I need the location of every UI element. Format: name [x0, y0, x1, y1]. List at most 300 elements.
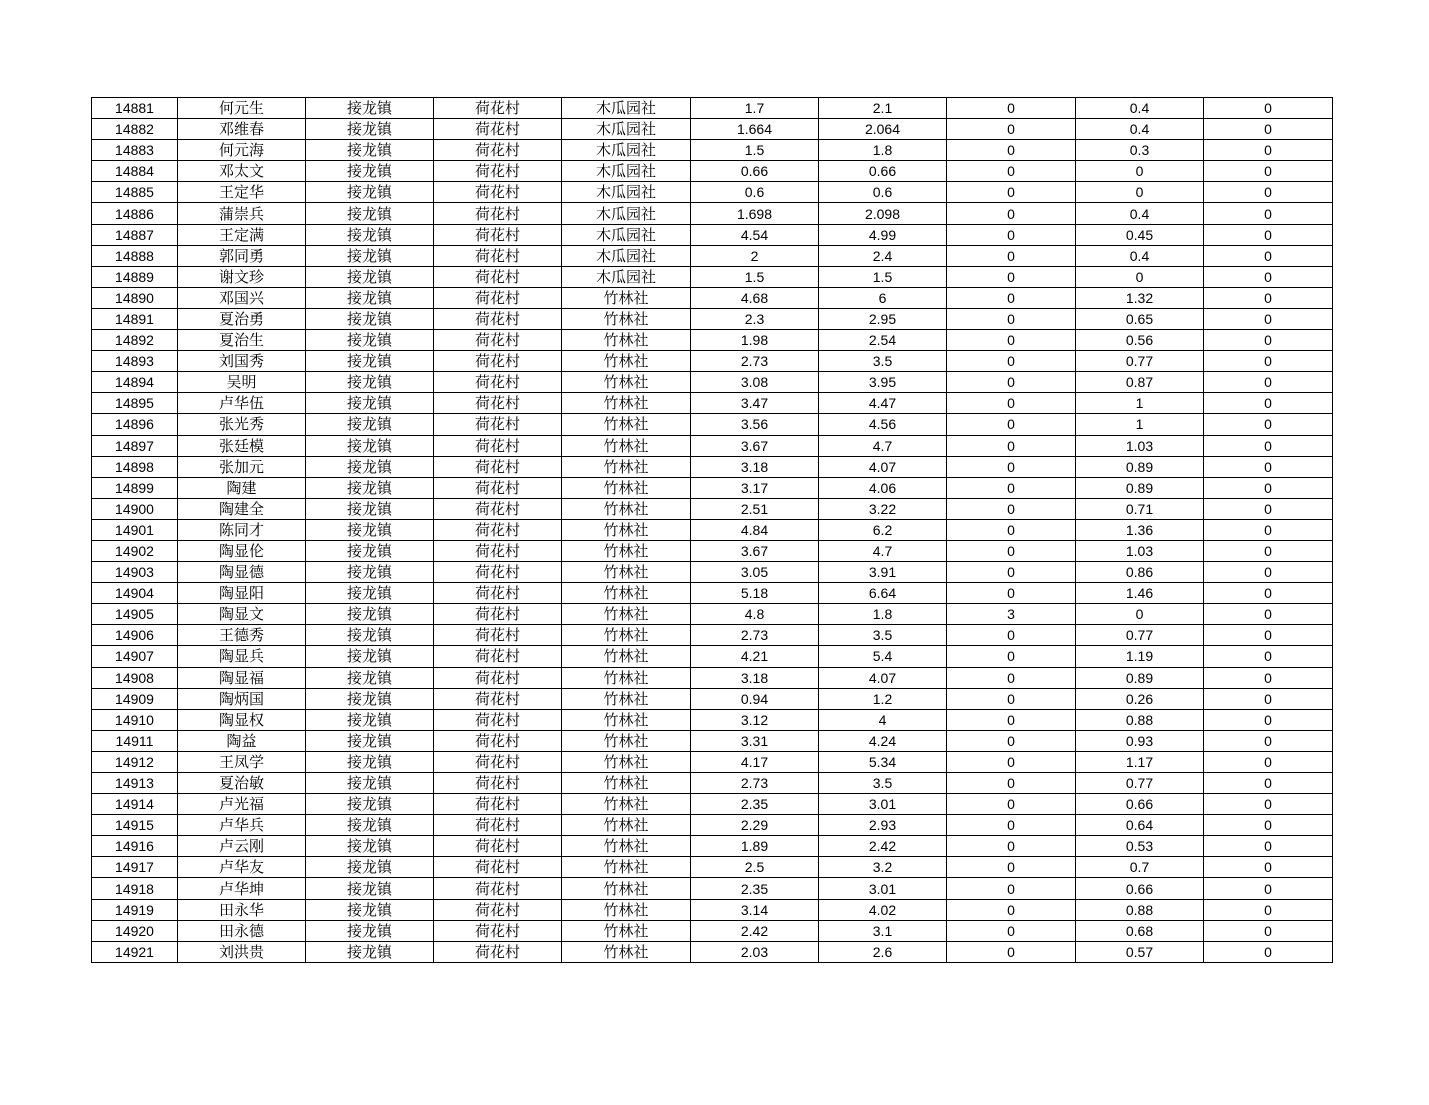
name-cell: 张加元: [178, 456, 306, 477]
town-cell: 接龙镇: [306, 730, 434, 751]
value-cell-4: 0.4: [1076, 119, 1204, 140]
value-cell-3: 0: [947, 920, 1076, 941]
value-cell-1: 2: [691, 245, 819, 266]
village-cell: 荷花村: [434, 794, 562, 815]
id-cell: 14914: [92, 794, 178, 815]
table-row: [92, 119, 1333, 140]
value-cell-2: 4.24: [819, 730, 947, 751]
value-cell-5: 0: [1204, 920, 1333, 941]
group-cell: 竹林社: [562, 899, 691, 920]
value-cell-3: 0: [947, 751, 1076, 772]
name-cell: 王凤学: [178, 751, 306, 772]
value-cell-1: 3.18: [691, 456, 819, 477]
value-cell-4: 0.71: [1076, 498, 1204, 519]
village-cell: 荷花村: [434, 393, 562, 414]
value-cell-3: 0: [947, 414, 1076, 435]
value-cell-2: 3.5: [819, 351, 947, 372]
village-cell: 荷花村: [434, 308, 562, 329]
name-cell: 王德秀: [178, 625, 306, 646]
table-row: [92, 562, 1333, 583]
value-cell-2: 1.8: [819, 604, 947, 625]
value-cell-3: 0: [947, 224, 1076, 245]
village-cell: 荷花村: [434, 920, 562, 941]
group-cell: 竹林社: [562, 393, 691, 414]
town-cell: 接龙镇: [306, 182, 434, 203]
value-cell-2: 1.8: [819, 140, 947, 161]
name-cell: 王定满: [178, 224, 306, 245]
value-cell-5: 0: [1204, 709, 1333, 730]
group-cell: 竹林社: [562, 836, 691, 857]
value-cell-5: 0: [1204, 266, 1333, 287]
value-cell-1: 2.35: [691, 794, 819, 815]
value-cell-1: 1.698: [691, 203, 819, 224]
table-row: [92, 519, 1333, 540]
value-cell-4: 0.4: [1076, 98, 1204, 119]
value-cell-2: 3.91: [819, 562, 947, 583]
value-cell-1: 2.73: [691, 351, 819, 372]
name-cell: 邓国兴: [178, 287, 306, 308]
id-cell: 14916: [92, 836, 178, 857]
value-cell-4: 0.89: [1076, 456, 1204, 477]
village-cell: 荷花村: [434, 773, 562, 794]
table-row: [92, 878, 1333, 899]
value-cell-4: 0.65: [1076, 308, 1204, 329]
village-cell: 荷花村: [434, 540, 562, 561]
value-cell-5: 0: [1204, 414, 1333, 435]
table-row: [92, 498, 1333, 519]
village-cell: 荷花村: [434, 98, 562, 119]
group-cell: 木瓜园社: [562, 224, 691, 245]
id-cell: 14921: [92, 941, 178, 962]
value-cell-4: 0.86: [1076, 562, 1204, 583]
group-cell: 竹林社: [562, 751, 691, 772]
value-cell-3: 0: [947, 435, 1076, 456]
value-cell-4: 0: [1076, 604, 1204, 625]
value-cell-2: 5.4: [819, 646, 947, 667]
village-cell: 荷花村: [434, 751, 562, 772]
value-cell-1: 2.35: [691, 878, 819, 899]
value-cell-5: 0: [1204, 562, 1333, 583]
name-cell: 何元海: [178, 140, 306, 161]
id-cell: 14892: [92, 330, 178, 351]
value-cell-5: 0: [1204, 878, 1333, 899]
value-cell-4: 0.26: [1076, 688, 1204, 709]
value-cell-2: 4.07: [819, 456, 947, 477]
value-cell-2: 2.6: [819, 941, 947, 962]
group-cell: 木瓜园社: [562, 119, 691, 140]
village-cell: 荷花村: [434, 519, 562, 540]
value-cell-2: 3.22: [819, 498, 947, 519]
village-cell: 荷花村: [434, 688, 562, 709]
name-cell: 邓太文: [178, 161, 306, 182]
village-cell: 荷花村: [434, 161, 562, 182]
value-cell-1: 4.17: [691, 751, 819, 772]
id-cell: 14882: [92, 119, 178, 140]
town-cell: 接龙镇: [306, 266, 434, 287]
value-cell-3: 0: [947, 477, 1076, 498]
id-cell: 14915: [92, 815, 178, 836]
name-cell: 陶显权: [178, 709, 306, 730]
id-cell: 14907: [92, 646, 178, 667]
value-cell-3: 0: [947, 393, 1076, 414]
value-cell-1: 2.51: [691, 498, 819, 519]
value-cell-2: 0.6: [819, 182, 947, 203]
value-cell-1: 3.17: [691, 477, 819, 498]
village-cell: 荷花村: [434, 667, 562, 688]
value-cell-1: 3.14: [691, 899, 819, 920]
table-row: [92, 203, 1333, 224]
id-cell: 14905: [92, 604, 178, 625]
value-cell-5: 0: [1204, 140, 1333, 161]
table-row: [92, 941, 1333, 962]
town-cell: 接龙镇: [306, 646, 434, 667]
town-cell: 接龙镇: [306, 815, 434, 836]
id-cell: 14890: [92, 287, 178, 308]
value-cell-3: 0: [947, 625, 1076, 646]
value-cell-1: 0.94: [691, 688, 819, 709]
name-cell: 陈同才: [178, 519, 306, 540]
value-cell-4: 1.36: [1076, 519, 1204, 540]
village-cell: 荷花村: [434, 730, 562, 751]
id-cell: 14884: [92, 161, 178, 182]
id-cell: 14901: [92, 519, 178, 540]
value-cell-3: 0: [947, 119, 1076, 140]
value-cell-3: 0: [947, 815, 1076, 836]
name-cell: 夏治勇: [178, 308, 306, 329]
value-cell-4: 0: [1076, 182, 1204, 203]
value-cell-1: 4.21: [691, 646, 819, 667]
value-cell-1: 2.29: [691, 815, 819, 836]
table-row: [92, 182, 1333, 203]
table-body: [92, 98, 1333, 963]
name-cell: 谢文珍: [178, 266, 306, 287]
id-cell: 14889: [92, 266, 178, 287]
value-cell-2: 1.5: [819, 266, 947, 287]
value-cell-1: 1.98: [691, 330, 819, 351]
value-cell-5: 0: [1204, 815, 1333, 836]
value-cell-2: 4.7: [819, 540, 947, 561]
group-cell: 木瓜园社: [562, 203, 691, 224]
value-cell-4: 0.89: [1076, 667, 1204, 688]
value-cell-3: 0: [947, 308, 1076, 329]
group-cell: 竹林社: [562, 583, 691, 604]
village-cell: 荷花村: [434, 878, 562, 899]
name-cell: 卢光福: [178, 794, 306, 815]
group-cell: 竹林社: [562, 709, 691, 730]
value-cell-2: 2.098: [819, 203, 947, 224]
group-cell: 竹林社: [562, 941, 691, 962]
value-cell-1: 2.73: [691, 773, 819, 794]
value-cell-3: 0: [947, 730, 1076, 751]
village-cell: 荷花村: [434, 562, 562, 583]
group-cell: 竹林社: [562, 498, 691, 519]
value-cell-5: 0: [1204, 688, 1333, 709]
town-cell: 接龙镇: [306, 794, 434, 815]
group-cell: 竹林社: [562, 604, 691, 625]
value-cell-1: 2.73: [691, 625, 819, 646]
name-cell: 卢华坤: [178, 878, 306, 899]
table-row: [92, 414, 1333, 435]
value-cell-4: 1: [1076, 414, 1204, 435]
value-cell-3: 0: [947, 540, 1076, 561]
value-cell-3: 0: [947, 836, 1076, 857]
name-cell: 卢华伍: [178, 393, 306, 414]
value-cell-3: 0: [947, 709, 1076, 730]
value-cell-5: 0: [1204, 899, 1333, 920]
table-row: [92, 751, 1333, 772]
table-row: [92, 245, 1333, 266]
group-cell: 竹林社: [562, 372, 691, 393]
village-cell: 荷花村: [434, 245, 562, 266]
table-row: [92, 773, 1333, 794]
value-cell-4: 1.46: [1076, 583, 1204, 604]
id-cell: 14883: [92, 140, 178, 161]
table-row: [92, 372, 1333, 393]
value-cell-2: 0.66: [819, 161, 947, 182]
id-cell: 14912: [92, 751, 178, 772]
name-cell: 邓维春: [178, 119, 306, 140]
group-cell: 竹林社: [562, 414, 691, 435]
village-cell: 荷花村: [434, 709, 562, 730]
name-cell: 张廷模: [178, 435, 306, 456]
value-cell-5: 0: [1204, 794, 1333, 815]
id-cell: 14908: [92, 667, 178, 688]
id-cell: 14881: [92, 98, 178, 119]
value-cell-4: 0: [1076, 161, 1204, 182]
town-cell: 接龙镇: [306, 878, 434, 899]
value-cell-1: 3.67: [691, 540, 819, 561]
group-cell: 竹林社: [562, 730, 691, 751]
value-cell-3: 0: [947, 266, 1076, 287]
value-cell-3: 0: [947, 161, 1076, 182]
value-cell-2: 4.99: [819, 224, 947, 245]
town-cell: 接龙镇: [306, 203, 434, 224]
value-cell-1: 0.66: [691, 161, 819, 182]
value-cell-1: 3.08: [691, 372, 819, 393]
group-cell: 木瓜园社: [562, 182, 691, 203]
id-cell: 14894: [92, 372, 178, 393]
town-cell: 接龙镇: [306, 308, 434, 329]
town-cell: 接龙镇: [306, 98, 434, 119]
table-row: [92, 583, 1333, 604]
value-cell-3: 0: [947, 245, 1076, 266]
town-cell: 接龙镇: [306, 751, 434, 772]
table-row: [92, 667, 1333, 688]
group-cell: 竹林社: [562, 688, 691, 709]
value-cell-3: 0: [947, 562, 1076, 583]
id-cell: 14917: [92, 857, 178, 878]
town-cell: 接龙镇: [306, 604, 434, 625]
table-row: [92, 308, 1333, 329]
id-cell: 14897: [92, 435, 178, 456]
value-cell-2: 3.1: [819, 920, 947, 941]
town-cell: 接龙镇: [306, 456, 434, 477]
group-cell: 竹林社: [562, 477, 691, 498]
value-cell-4: 0.7: [1076, 857, 1204, 878]
id-cell: 14885: [92, 182, 178, 203]
value-cell-5: 0: [1204, 730, 1333, 751]
value-cell-3: 0: [947, 140, 1076, 161]
value-cell-5: 0: [1204, 540, 1333, 561]
group-cell: 竹林社: [562, 794, 691, 815]
value-cell-2: 6.2: [819, 519, 947, 540]
table-row: [92, 435, 1333, 456]
table-row: [92, 98, 1333, 119]
town-cell: 接龙镇: [306, 477, 434, 498]
name-cell: 陶显福: [178, 667, 306, 688]
group-cell: 竹林社: [562, 773, 691, 794]
value-cell-5: 0: [1204, 330, 1333, 351]
value-cell-4: 0.3: [1076, 140, 1204, 161]
value-cell-4: 0: [1076, 266, 1204, 287]
group-cell: 竹林社: [562, 519, 691, 540]
value-cell-2: 4.07: [819, 667, 947, 688]
value-cell-4: 0.57: [1076, 941, 1204, 962]
id-cell: 14910: [92, 709, 178, 730]
value-cell-1: 2.03: [691, 941, 819, 962]
value-cell-3: 0: [947, 372, 1076, 393]
name-cell: 夏治敏: [178, 773, 306, 794]
id-cell: 14888: [92, 245, 178, 266]
value-cell-5: 0: [1204, 941, 1333, 962]
value-cell-2: 3.5: [819, 625, 947, 646]
value-cell-4: 1: [1076, 393, 1204, 414]
table-row: [92, 224, 1333, 245]
village-cell: 荷花村: [434, 351, 562, 372]
value-cell-4: 1.03: [1076, 540, 1204, 561]
table-row: [92, 540, 1333, 561]
value-cell-5: 0: [1204, 245, 1333, 266]
value-cell-1: 3.56: [691, 414, 819, 435]
town-cell: 接龙镇: [306, 224, 434, 245]
table-row: [92, 161, 1333, 182]
value-cell-1: 1.5: [691, 266, 819, 287]
value-cell-1: 2.3: [691, 308, 819, 329]
village-cell: 荷花村: [434, 435, 562, 456]
value-cell-4: 0.45: [1076, 224, 1204, 245]
table-row: [92, 266, 1333, 287]
value-cell-4: 1.03: [1076, 435, 1204, 456]
value-cell-2: 3.01: [819, 794, 947, 815]
value-cell-5: 0: [1204, 625, 1333, 646]
value-cell-5: 0: [1204, 287, 1333, 308]
table-row: [92, 287, 1333, 308]
id-cell: 14891: [92, 308, 178, 329]
table-row: [92, 899, 1333, 920]
town-cell: 接龙镇: [306, 519, 434, 540]
value-cell-4: 0.77: [1076, 773, 1204, 794]
id-cell: 14900: [92, 498, 178, 519]
value-cell-5: 0: [1204, 857, 1333, 878]
value-cell-5: 0: [1204, 351, 1333, 372]
id-cell: 14909: [92, 688, 178, 709]
value-cell-4: 1.32: [1076, 287, 1204, 308]
name-cell: 刘洪贵: [178, 941, 306, 962]
group-cell: 竹林社: [562, 351, 691, 372]
name-cell: 吴明: [178, 372, 306, 393]
village-cell: 荷花村: [434, 477, 562, 498]
value-cell-4: 1.17: [1076, 751, 1204, 772]
value-cell-5: 0: [1204, 604, 1333, 625]
group-cell: 竹林社: [562, 857, 691, 878]
value-cell-2: 4.47: [819, 393, 947, 414]
group-cell: 木瓜园社: [562, 98, 691, 119]
town-cell: 接龙镇: [306, 414, 434, 435]
town-cell: 接龙镇: [306, 330, 434, 351]
value-cell-4: 0.88: [1076, 709, 1204, 730]
town-cell: 接龙镇: [306, 245, 434, 266]
value-cell-5: 0: [1204, 119, 1333, 140]
value-cell-5: 0: [1204, 161, 1333, 182]
name-cell: 陶显德: [178, 562, 306, 583]
value-cell-2: 3.2: [819, 857, 947, 878]
value-cell-2: 6: [819, 287, 947, 308]
id-cell: 14906: [92, 625, 178, 646]
town-cell: 接龙镇: [306, 899, 434, 920]
village-cell: 荷花村: [434, 815, 562, 836]
value-cell-4: 0.68: [1076, 920, 1204, 941]
table-row: [92, 393, 1333, 414]
town-cell: 接龙镇: [306, 435, 434, 456]
id-cell: 14887: [92, 224, 178, 245]
value-cell-2: 4.56: [819, 414, 947, 435]
value-cell-1: 4.54: [691, 224, 819, 245]
value-cell-3: 0: [947, 287, 1076, 308]
value-cell-4: 0.64: [1076, 815, 1204, 836]
value-cell-3: 0: [947, 899, 1076, 920]
value-cell-3: 0: [947, 646, 1076, 667]
value-cell-5: 0: [1204, 393, 1333, 414]
value-cell-1: 1.5: [691, 140, 819, 161]
table-row: [92, 646, 1333, 667]
town-cell: 接龙镇: [306, 583, 434, 604]
town-cell: 接龙镇: [306, 498, 434, 519]
value-cell-2: 5.34: [819, 751, 947, 772]
data-table: [91, 97, 1333, 963]
value-cell-3: 0: [947, 351, 1076, 372]
group-cell: 木瓜园社: [562, 161, 691, 182]
value-cell-2: 2.4: [819, 245, 947, 266]
value-cell-5: 0: [1204, 583, 1333, 604]
group-cell: 竹林社: [562, 456, 691, 477]
value-cell-4: 0.53: [1076, 836, 1204, 857]
id-cell: 14896: [92, 414, 178, 435]
table-row: [92, 456, 1333, 477]
town-cell: 接龙镇: [306, 372, 434, 393]
value-cell-3: 0: [947, 98, 1076, 119]
value-cell-3: 0: [947, 519, 1076, 540]
id-cell: 14918: [92, 878, 178, 899]
value-cell-3: 0: [947, 794, 1076, 815]
value-cell-3: 0: [947, 857, 1076, 878]
value-cell-2: 3.95: [819, 372, 947, 393]
value-cell-2: 4.06: [819, 477, 947, 498]
value-cell-2: 1.2: [819, 688, 947, 709]
value-cell-2: 2.1: [819, 98, 947, 119]
name-cell: 陶建全: [178, 498, 306, 519]
town-cell: 接龙镇: [306, 667, 434, 688]
table-row: [92, 330, 1333, 351]
group-cell: 竹林社: [562, 562, 691, 583]
value-cell-1: 3.31: [691, 730, 819, 751]
name-cell: 王定华: [178, 182, 306, 203]
value-cell-5: 0: [1204, 519, 1333, 540]
value-cell-3: 0: [947, 667, 1076, 688]
name-cell: 陶显兵: [178, 646, 306, 667]
village-cell: 荷花村: [434, 372, 562, 393]
value-cell-1: 0.6: [691, 182, 819, 203]
value-cell-5: 0: [1204, 667, 1333, 688]
